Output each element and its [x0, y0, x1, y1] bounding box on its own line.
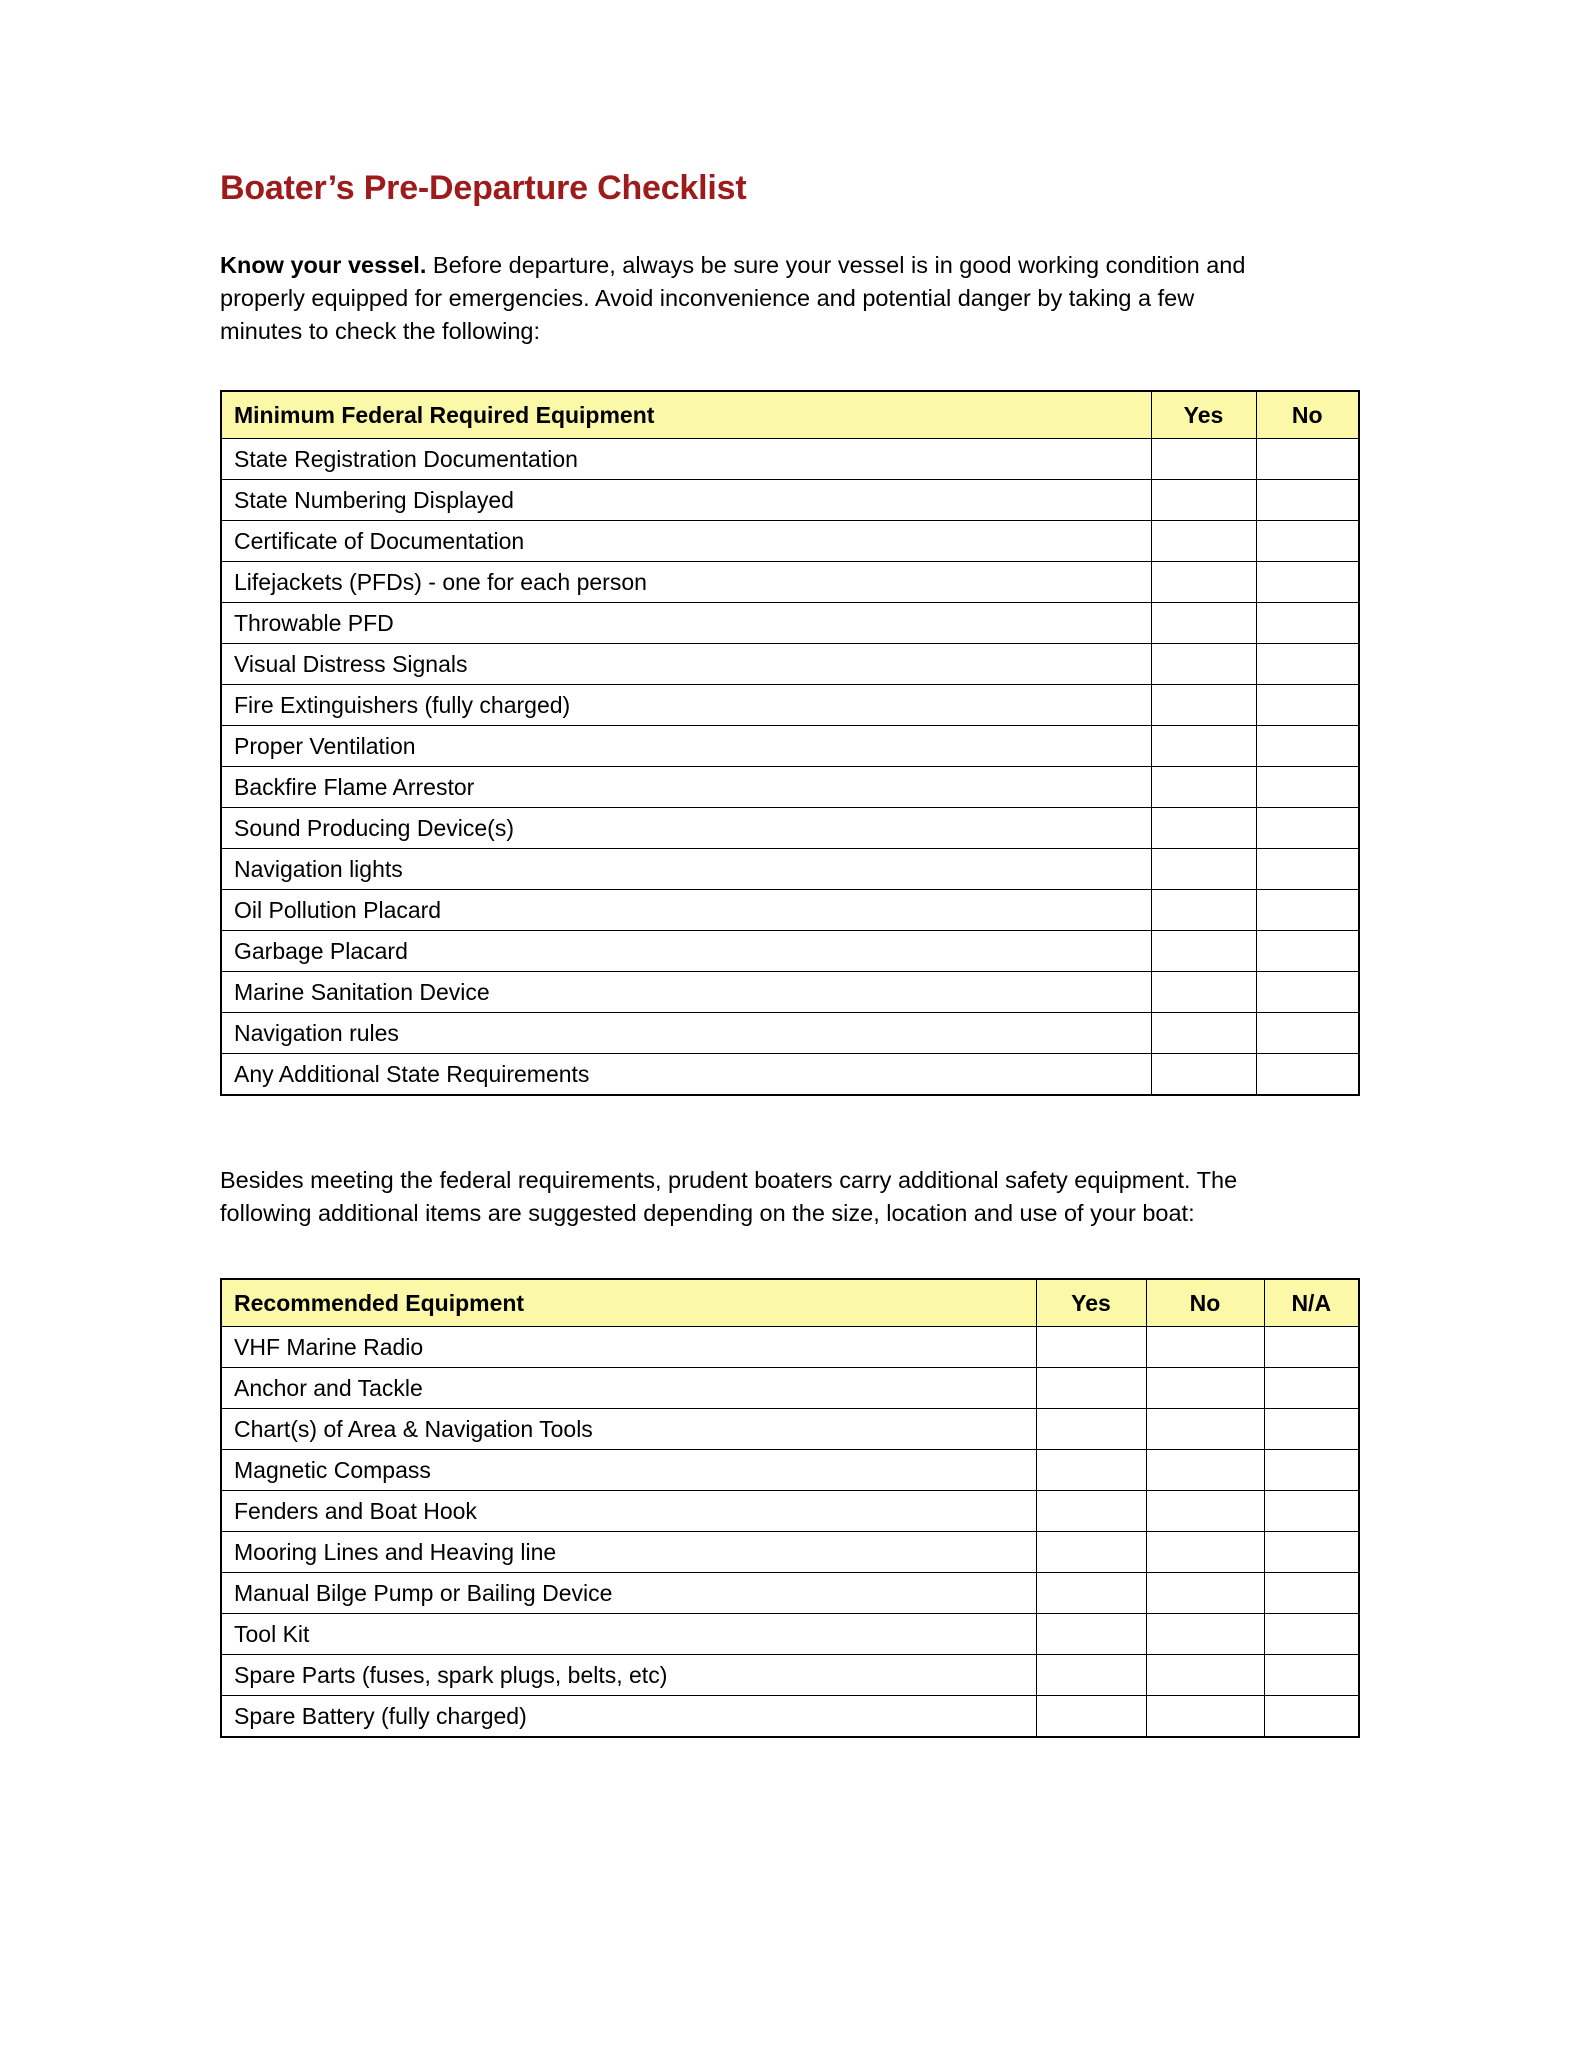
checkbox-cell-yes[interactable]: [1151, 931, 1256, 972]
checkbox-cell-no[interactable]: [1256, 603, 1359, 644]
equipment-item-cell: [221, 1696, 1036, 1738]
checkbox-cell-no[interactable]: [1256, 931, 1359, 972]
table-row: [221, 931, 1359, 972]
table-row: [221, 1491, 1359, 1532]
checkbox-cell-yes[interactable]: [1036, 1696, 1146, 1738]
equipment-item-label: Garbage Placard: [234, 937, 408, 964]
equipment-item-cell: [221, 808, 1151, 849]
federal-equipment-table: [220, 390, 1360, 1096]
table-row: [221, 972, 1359, 1013]
equipment-item-label: State Registration Documentation: [234, 445, 578, 472]
column-header-yes-label: Yes: [1183, 401, 1224, 428]
table-row: [221, 1327, 1359, 1368]
checkbox-cell-no[interactable]: [1256, 480, 1359, 521]
checkbox-cell-na[interactable]: [1264, 1409, 1359, 1450]
table-row: [221, 767, 1359, 808]
equipment-item-cell: [221, 1491, 1036, 1532]
checkbox-cell-na[interactable]: [1264, 1614, 1359, 1655]
checkbox-cell-na[interactable]: [1264, 1655, 1359, 1696]
column-header-equipment: [221, 391, 1151, 439]
checkbox-cell-no[interactable]: [1146, 1409, 1264, 1450]
checkbox-cell-yes[interactable]: [1151, 1013, 1256, 1054]
equipment-item-cell: [221, 1368, 1036, 1409]
table-row: [221, 1013, 1359, 1054]
table-row: [221, 1450, 1359, 1491]
recommended-table-header: [221, 1279, 1359, 1327]
equipment-item-cell: [221, 767, 1151, 808]
checkbox-cell-na[interactable]: [1264, 1573, 1359, 1614]
checkbox-cell-no[interactable]: [1256, 767, 1359, 808]
checkbox-cell-no[interactable]: [1256, 972, 1359, 1013]
checkbox-cell-no[interactable]: [1146, 1614, 1264, 1655]
checkbox-cell-yes[interactable]: [1036, 1450, 1146, 1491]
equipment-item-label: Navigation rules: [234, 1019, 399, 1046]
table-row: [221, 1054, 1359, 1096]
equipment-item-cell: [221, 1013, 1151, 1054]
table-row: [221, 1655, 1359, 1696]
checkbox-cell-yes[interactable]: [1151, 439, 1256, 480]
equipment-item-label: Chart(s) of Area & Navigation Tools: [234, 1415, 593, 1442]
table-row: [221, 1409, 1359, 1450]
table-row: [221, 1614, 1359, 1655]
checkbox-cell-yes[interactable]: [1151, 521, 1256, 562]
equipment-item-cell: [221, 972, 1151, 1013]
table-row: [221, 480, 1359, 521]
checkbox-cell-no[interactable]: [1256, 890, 1359, 931]
equipment-item-label: Spare Battery (fully charged): [234, 1702, 527, 1729]
column-header-equipment-label: Recommended Equipment: [234, 1289, 525, 1316]
equipment-item-label: State Numbering Displayed: [234, 486, 514, 513]
checkbox-cell-na[interactable]: [1264, 1532, 1359, 1573]
equipment-item-label: Magnetic Compass: [234, 1456, 431, 1483]
checkbox-cell-yes[interactable]: [1036, 1614, 1146, 1655]
equipment-item-cell: [221, 1450, 1036, 1491]
equipment-item-label: Throwable PFD: [234, 609, 394, 636]
equipment-item-label: Manual Bilge Pump or Bailing Device: [234, 1579, 613, 1606]
checkbox-cell-yes[interactable]: [1151, 890, 1256, 931]
checkbox-cell-yes[interactable]: [1036, 1655, 1146, 1696]
middle-paragraph: Besides meeting the federal requirements, prudent boaters carry additional safety equipment. The following additional items are suggested depending on the size, location and use of your boat:: [220, 1167, 1238, 1227]
checkbox-cell-yes[interactable]: [1151, 849, 1256, 890]
column-header-na-label: N/A: [1291, 1289, 1332, 1316]
equipment-item-label: Backfire Flame Arrestor: [234, 773, 475, 800]
column-header-equipment: [221, 1279, 1036, 1327]
checkbox-cell-yes[interactable]: [1151, 644, 1256, 685]
checkbox-cell-yes[interactable]: [1151, 562, 1256, 603]
equipment-item-cell: [221, 1054, 1151, 1096]
checkbox-cell-no[interactable]: [1146, 1368, 1264, 1409]
checkbox-cell-yes[interactable]: [1151, 808, 1256, 849]
checkbox-cell-no[interactable]: [1256, 1054, 1359, 1096]
table-row: [221, 1696, 1359, 1738]
equipment-item-label: Anchor and Tackle: [234, 1374, 423, 1401]
equipment-item-label: Visual Distress Signals: [234, 650, 468, 677]
recommended-equipment-table: [220, 1278, 1360, 1738]
checkbox-cell-no[interactable]: [1146, 1696, 1264, 1738]
checkbox-cell-no[interactable]: [1256, 644, 1359, 685]
federal-table-body: [221, 439, 1359, 1096]
equipment-item-label: Spare Parts (fuses, spark plugs, belts, etc): [234, 1661, 668, 1688]
equipment-item-cell: [221, 1327, 1036, 1368]
equipment-item-cell: [221, 562, 1151, 603]
equipment-item-cell: [221, 521, 1151, 562]
equipment-item-cell: [221, 931, 1151, 972]
intro-paragraph: [220, 249, 1265, 348]
checkbox-cell-na[interactable]: [1264, 1327, 1359, 1368]
table-row: [221, 849, 1359, 890]
table-row: [221, 521, 1359, 562]
table-row: [221, 726, 1359, 767]
equipment-item-label: Proper Ventilation: [234, 732, 416, 759]
equipment-item-cell: [221, 685, 1151, 726]
table-row: [221, 685, 1359, 726]
column-header-no-label: No: [1189, 1289, 1221, 1316]
equipment-item-cell: [221, 1532, 1036, 1573]
equipment-item-cell: [221, 439, 1151, 480]
column-header-no-label: No: [1291, 401, 1323, 428]
document-content: [220, 170, 1360, 1738]
equipment-item-label: VHF Marine Radio: [234, 1333, 424, 1360]
recommended-table-body: [221, 1327, 1359, 1738]
checkbox-cell-yes[interactable]: [1036, 1368, 1146, 1409]
table-row: [221, 644, 1359, 685]
table-row: [221, 808, 1359, 849]
equipment-item-cell: [221, 603, 1151, 644]
column-header-no: [1256, 391, 1359, 439]
checkbox-cell-no[interactable]: [1256, 808, 1359, 849]
equipment-item-cell: [221, 849, 1151, 890]
table-row: [221, 890, 1359, 931]
column-header-equipment-label: Minimum Federal Required Equipment: [234, 401, 655, 428]
checkbox-cell-no[interactable]: [1256, 849, 1359, 890]
table-row: [221, 1368, 1359, 1409]
equipment-item-label: Oil Pollution Placard: [234, 896, 442, 923]
checkbox-cell-yes[interactable]: [1036, 1327, 1146, 1368]
checkbox-cell-yes[interactable]: [1036, 1409, 1146, 1450]
checkbox-cell-no[interactable]: [1256, 685, 1359, 726]
checkbox-cell-na[interactable]: [1264, 1491, 1359, 1532]
equipment-item-label: Lifejackets (PFDs) - one for each person: [234, 568, 647, 595]
equipment-item-cell: [221, 480, 1151, 521]
checkbox-cell-no[interactable]: [1146, 1327, 1264, 1368]
checkbox-cell-yes[interactable]: [1036, 1532, 1146, 1573]
checkbox-cell-yes[interactable]: [1151, 685, 1256, 726]
table-row: [221, 1573, 1359, 1614]
equipment-item-cell: [221, 1409, 1036, 1450]
table-row: [221, 1532, 1359, 1573]
intro-lead: Know your vessel.: [220, 252, 427, 279]
table-row: [221, 562, 1359, 603]
equipment-item-cell: [221, 1614, 1036, 1655]
equipment-item-label: Sound Producing Device(s): [234, 814, 514, 841]
equipment-item-label: Tool Kit: [234, 1620, 310, 1647]
checkbox-cell-no[interactable]: [1146, 1573, 1264, 1614]
checkbox-cell-no[interactable]: [1256, 562, 1359, 603]
equipment-item-label: Fenders and Boat Hook: [234, 1497, 477, 1524]
equipment-item-label: Marine Sanitation Device: [234, 978, 490, 1005]
checkbox-cell-yes[interactable]: [1151, 1054, 1256, 1096]
equipment-item-label: Navigation lights: [234, 855, 403, 882]
table-header-row: [221, 391, 1359, 439]
column-header-na: [1264, 1279, 1359, 1327]
checkbox-cell-yes[interactable]: [1151, 972, 1256, 1013]
checkbox-cell-no[interactable]: [1146, 1655, 1264, 1696]
checkbox-cell-na[interactable]: [1264, 1368, 1359, 1409]
table-row: [221, 603, 1359, 644]
table-header-row: [221, 1279, 1359, 1327]
equipment-item-cell: [221, 890, 1151, 931]
checkbox-cell-na[interactable]: [1264, 1450, 1359, 1491]
checkbox-cell-yes[interactable]: [1036, 1573, 1146, 1614]
checkbox-cell-no[interactable]: [1146, 1532, 1264, 1573]
checkbox-cell-yes[interactable]: [1151, 603, 1256, 644]
checkbox-cell-yes[interactable]: [1151, 480, 1256, 521]
column-header-yes: [1151, 391, 1256, 439]
checkbox-cell-no[interactable]: [1256, 726, 1359, 767]
checkbox-cell-na[interactable]: [1264, 1696, 1359, 1738]
equipment-item-label: Certificate of Documentation: [234, 527, 525, 554]
equipment-item-cell: [221, 1655, 1036, 1696]
equipment-item-label: Fire Extinguishers (fully charged): [234, 691, 571, 718]
federal-table-header: [221, 391, 1359, 439]
equipment-item-cell: [221, 726, 1151, 767]
checkbox-cell-yes[interactable]: [1151, 726, 1256, 767]
checkbox-cell-no[interactable]: [1146, 1491, 1264, 1532]
checkbox-cell-no[interactable]: [1256, 1013, 1359, 1054]
checkbox-cell-no[interactable]: [1256, 521, 1359, 562]
column-header-yes: [1036, 1279, 1146, 1327]
column-header-no: [1146, 1279, 1264, 1327]
equipment-item-cell: [221, 644, 1151, 685]
table-row: [221, 439, 1359, 480]
checkbox-cell-yes[interactable]: [1036, 1491, 1146, 1532]
equipment-item-label: Any Additional State Requirements: [234, 1060, 590, 1087]
page-title: Boater’s Pre-Departure Checklist: [220, 169, 747, 207]
checkbox-cell-no[interactable]: [1146, 1450, 1264, 1491]
column-header-yes-label: Yes: [1071, 1289, 1111, 1316]
checkbox-cell-yes[interactable]: [1151, 767, 1256, 808]
checkbox-cell-no[interactable]: [1256, 439, 1359, 480]
equipment-item-label: Mooring Lines and Heaving line: [234, 1538, 557, 1565]
equipment-item-cell: [221, 1573, 1036, 1614]
intro-body: Before departure, always be sure your vessel is in good working condition and properly equipped for emergencies. Avoid inconvenience and potential danger by taking a few minutes to check the following:: [220, 252, 1246, 345]
